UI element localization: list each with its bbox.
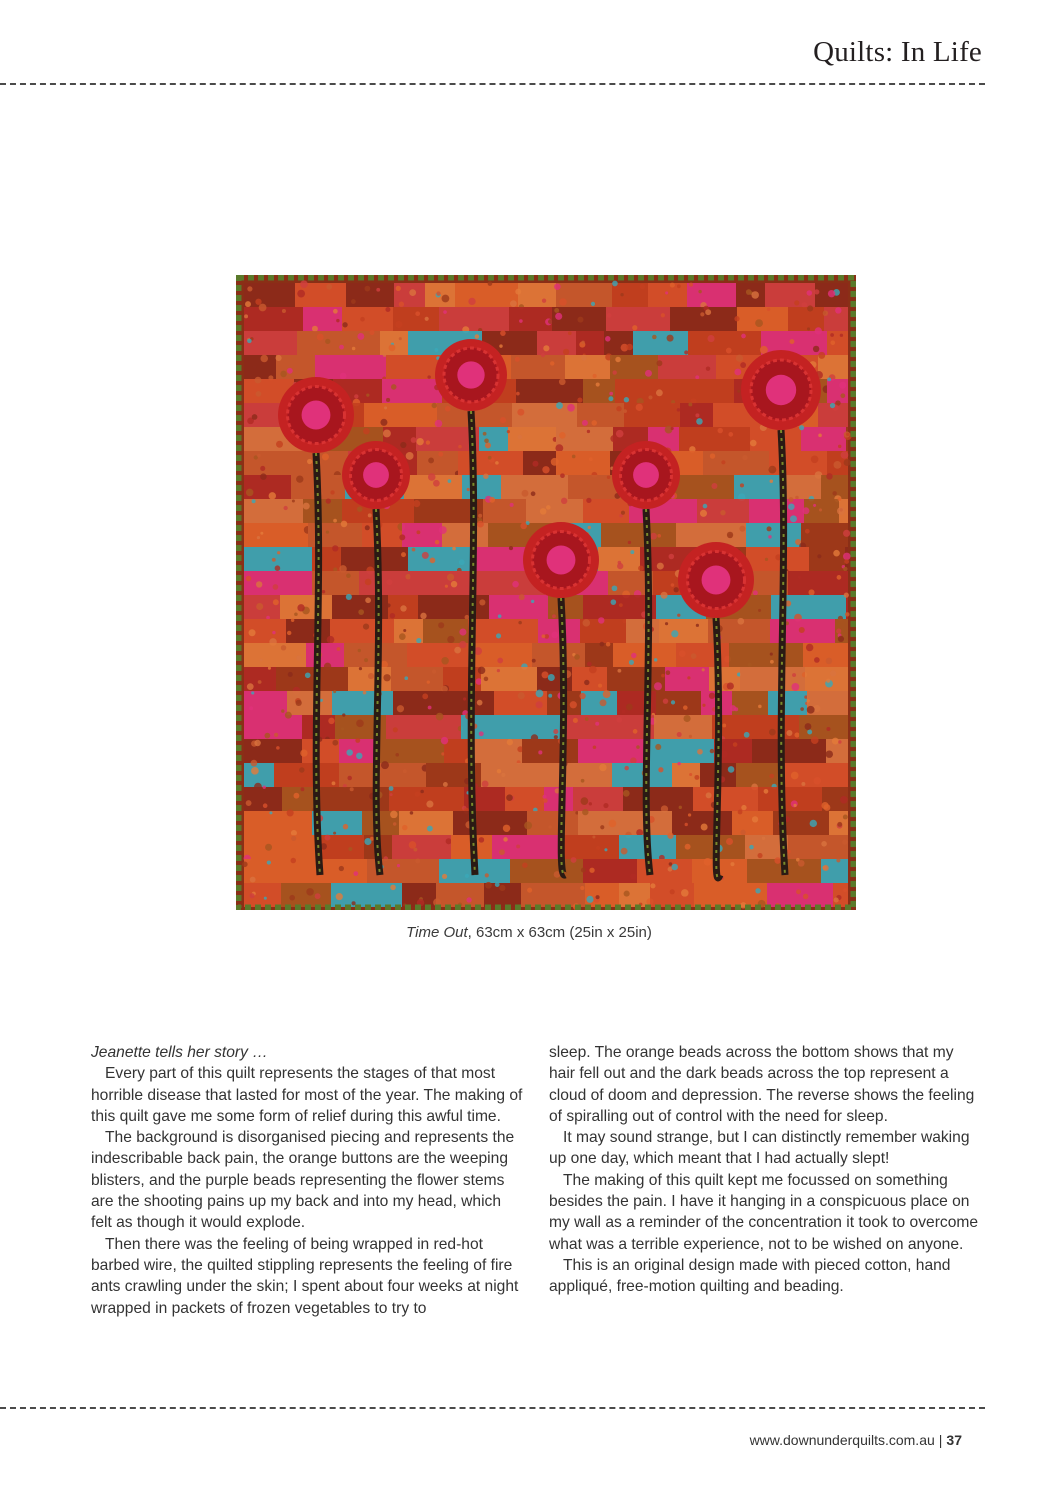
quilt-photo bbox=[236, 275, 856, 910]
bottom-dashed-rule bbox=[0, 1407, 985, 1409]
article-lead: Jeanette tells her story … bbox=[91, 1044, 268, 1061]
article-column-right bbox=[549, 1042, 981, 1298]
caption-dimensions: , 63cm x 63cm (25in x 25in) bbox=[467, 924, 652, 941]
article-column-left bbox=[91, 1042, 523, 1319]
article-paragraph: Then there was the feeling of being wrapped in red-hot barbed wire, the quilted stippling represents the feeling of fire ants crawling under the skin; I spent about four weeks at night wrapped in packets of frozen vegetables to try to bbox=[91, 1235, 519, 1317]
section-title: Quilts: In Life bbox=[813, 36, 982, 68]
article-paragraph: This is an original design made with pieced cotton, hand appliqué, free-motion quilting and beading. bbox=[549, 1256, 951, 1296]
footer-url[interactable]: www.downunderquilts.com.au bbox=[749, 1432, 935, 1448]
article-paragraph-continued: sleep. The orange beads across the bottom shows that my hair fell out and the dark beads across the top represent a cloud of doom and depression. The reverse shows the feeling of spiralling out of control with the need for sleep. bbox=[549, 1044, 975, 1125]
article-paragraph: The making of this quilt kept me focussed on something besides the pain. I have it hanging in a conspicuous place on my wall as a reminder of the concentration it took to overcome what was a terrible experience, not to be wished on anyone. bbox=[549, 1171, 979, 1253]
article-paragraph: The background is disorganised piecing and represents the indescribable back pain, the orange buttons are the weeping blisters, and the purple beads representing the flower stems are the shooting pains up my back and into my head, which felt as though it would explode. bbox=[91, 1129, 515, 1232]
footer-separator: | bbox=[938, 1432, 943, 1448]
article-paragraph: It may sound strange, but I can distinctly remember waking up one day, which meant that I had actually slept! bbox=[549, 1129, 970, 1168]
figure-caption bbox=[0, 924, 1058, 941]
page-number: 37 bbox=[946, 1432, 962, 1448]
article-paragraph: Every part of this quilt represents the stages of that most horrible disease that lasted for most of the year. The making of this quilt gave me some form of relief during this awful time. bbox=[91, 1065, 523, 1125]
page-footer bbox=[750, 1432, 962, 1448]
top-dashed-rule bbox=[0, 83, 985, 85]
caption-title: Time Out bbox=[406, 924, 468, 941]
